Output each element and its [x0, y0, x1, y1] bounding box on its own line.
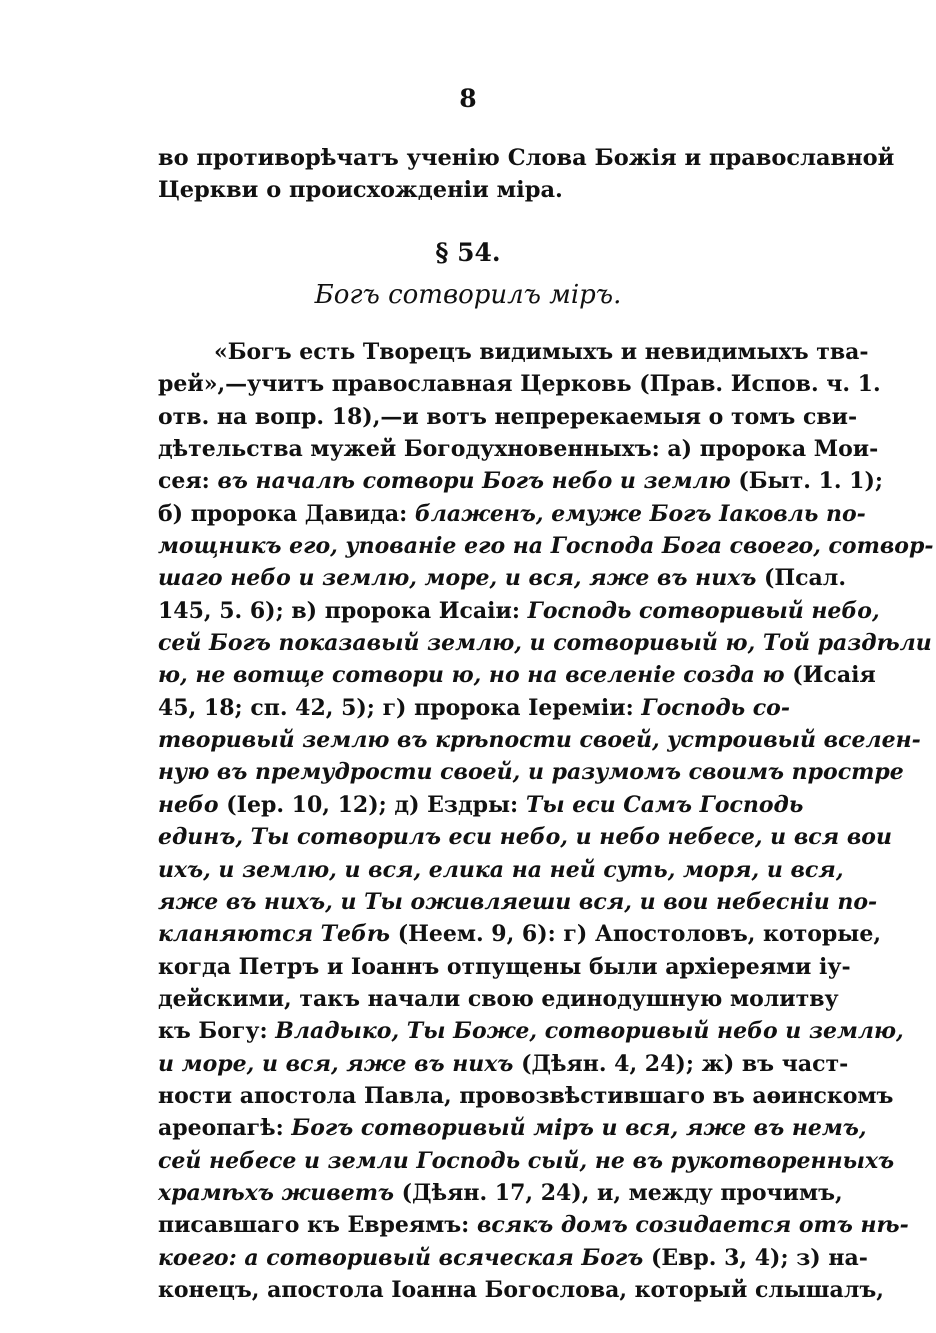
- body-line: [158, 595, 880, 627]
- text-run: ности апостола Павла, провозвѣстившаго въ аѳинскомъ: [158, 1082, 894, 1109]
- italic-quote: и море, и вся, яже въ нихъ: [158, 1050, 514, 1077]
- text-run: рей»,—учитъ православная Церковь (Прав. Испов. ч. 1.: [158, 371, 881, 398]
- body-line: [158, 886, 878, 918]
- body-line: [158, 1048, 849, 1080]
- text-run: къ Богу:: [158, 1018, 276, 1045]
- text-run: конецъ, апостола Іоанна Богослова, который слышалъ,: [158, 1276, 884, 1303]
- italic-quote: Богъ сотворивый міръ и вся, яже въ немъ,: [291, 1115, 867, 1142]
- body-line: [158, 1145, 895, 1177]
- body-line: [158, 821, 892, 853]
- body-line: [158, 659, 876, 691]
- italic-quote: блаженъ, емуже Богъ Іаковль по-: [414, 500, 866, 527]
- body-line: [158, 1177, 843, 1209]
- body-line: [158, 951, 851, 983]
- italic-quote: мощникъ его, упованіе его на Господа Бога своего, сотвор-: [158, 533, 934, 560]
- text-run: 45, 18; сп. 42, 5); г) пророка Іереміи:: [158, 694, 642, 721]
- body-line: [158, 983, 839, 1015]
- body-line: [158, 530, 934, 562]
- text-run: (Неем. 9, 6): г) Апостоловъ, которые,: [390, 921, 882, 948]
- italic-quote: всякъ домъ созидается отъ нѣ-: [476, 1212, 909, 1239]
- italic-quote: въ началѣ сотвори Богъ небо и землю: [217, 468, 731, 495]
- body-line: [158, 1242, 868, 1274]
- lead-line: во противорѣчатъ ученію Слова Божія и православной: [158, 145, 895, 171]
- italic-quote: ихъ, и землю, и вся, елика на ней суть, моря, и вся,: [158, 856, 844, 883]
- italic-quote: Владыко, Ты Боже, сотворивый небо и землю,: [275, 1018, 904, 1045]
- body-line: [158, 465, 884, 497]
- body-paragraph: [158, 336, 934, 1306]
- text-run: сея:: [158, 468, 218, 495]
- lead-paragraph: [158, 142, 895, 206]
- body-line: [158, 336, 869, 368]
- italic-quote: храмѣхъ живетъ: [158, 1179, 394, 1206]
- italic-quote: кланяются Тебѣ: [158, 921, 391, 948]
- body-line: [158, 498, 866, 530]
- text-run: (Іер. 10, 12); д) Ездры:: [218, 791, 526, 818]
- italic-quote: сей Богъ показавый землю, и сотворивый ю, Той раздѣли: [158, 630, 932, 657]
- text-run: отв. на вопр. 18),—и вотъ непререкаемыя о томъ сви-: [158, 403, 858, 430]
- text-run: ареопагѣ:: [158, 1115, 292, 1142]
- body-line: [158, 368, 881, 400]
- italic-quote: ную въ премудрости своей, и разумомъ своимъ простре: [158, 759, 904, 786]
- lead-line: Церкви о происхожденіи міра.: [158, 177, 563, 203]
- italic-quote: коего: а сотворивый всяческая Богъ: [158, 1244, 644, 1271]
- body-line: [158, 1015, 904, 1047]
- text-run: писавшаго къ Евреямъ:: [158, 1212, 477, 1239]
- text-run: (Псал.: [756, 565, 846, 592]
- italic-quote: творивый землю въ крѣпости своей, устроивый вселен-: [158, 727, 921, 754]
- section-title: Богъ сотворилъ міръ.: [314, 280, 622, 310]
- body-line: [158, 724, 921, 756]
- text-run: «Богъ есть Творецъ видимыхъ и невидимыхъ тва-: [214, 339, 869, 365]
- body-line: [158, 1274, 884, 1306]
- italic-quote: шаго небо и землю, море, и вся, яже въ нихъ: [158, 565, 757, 592]
- italic-quote: Ты еси Самъ Господь: [525, 791, 804, 818]
- text-run: (Евр. 3, 4); з) на-: [643, 1244, 868, 1271]
- italic-quote: Господь сотворивый небо,: [527, 597, 880, 624]
- italic-quote: небо: [158, 791, 219, 818]
- text-run: дейскими, такъ начали свою единодушную молитву: [158, 985, 839, 1012]
- body-line: [158, 627, 932, 659]
- body-line: [158, 854, 844, 886]
- body-line: [158, 1209, 909, 1241]
- body-line: [158, 562, 846, 594]
- section-number: § 54.: [435, 238, 501, 267]
- text-run: (Быт. 1. 1);: [730, 468, 884, 495]
- italic-quote: Господь со-: [641, 694, 790, 721]
- text-run: (Исаія: [784, 662, 876, 689]
- body-line: [158, 756, 904, 788]
- text-run: б) пророка Давида:: [158, 500, 415, 527]
- body-line: [158, 433, 879, 465]
- text-run: дѣтельства мужей Богодухновенныхъ: а) пророка Мои-: [158, 436, 879, 463]
- text-run: 145, 5. 6); в) пророка Исаіи:: [158, 597, 528, 624]
- italic-quote: сей небесе и земли Господь сый, не въ рукотворенныхъ: [158, 1147, 895, 1174]
- text-run: когда Петръ и Іоаннъ отпущены были архіереями іу-: [158, 953, 851, 980]
- text-run: (Дѣян. 17, 24), и, между прочимъ,: [393, 1179, 843, 1206]
- body-line: [158, 918, 882, 950]
- page-number: 8: [459, 84, 477, 113]
- body-line: [158, 1080, 894, 1112]
- italic-quote: яже въ нихъ, и Ты оживляеши вся, и вои небесніи по-: [158, 888, 878, 915]
- body-line: [158, 692, 790, 724]
- italic-quote: ю, не вотще сотвори ю, но на вселеніе созда ю: [158, 662, 785, 689]
- italic-quote: единъ, Ты сотворилъ еси небо, и небо небесе, и вся вои: [158, 824, 892, 851]
- body-line: [158, 1112, 867, 1144]
- body-line: [158, 401, 858, 433]
- body-line: [158, 789, 804, 821]
- text-run: (Дѣян. 4, 24); ж) въ част-: [513, 1050, 849, 1077]
